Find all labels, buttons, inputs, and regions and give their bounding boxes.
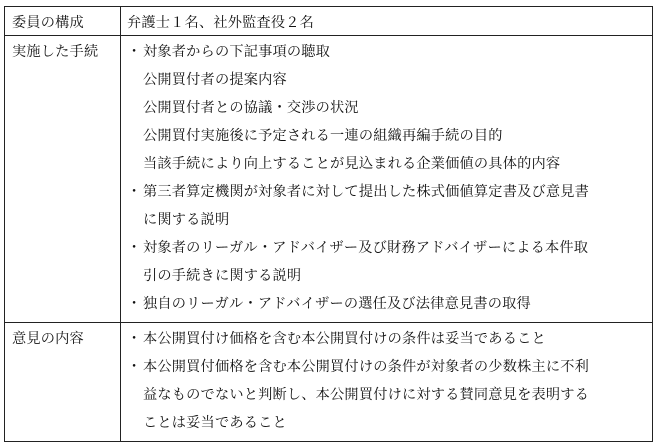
row-content-cell bbox=[121, 36, 653, 323]
bullet: ・ bbox=[127, 331, 142, 347]
row-label: 意見の内容 bbox=[12, 331, 84, 347]
sub-item: 公開買付実施後に予定される一連の組織再編手続の目的 bbox=[143, 128, 503, 144]
list-item bbox=[127, 357, 648, 385]
list-item bbox=[127, 294, 648, 322]
list-item-text: 本公開買付価格を含む本公開買付けの条件が対象者の少数株主に不利 bbox=[143, 359, 590, 375]
row-content-cell bbox=[121, 323, 653, 442]
list-item-text: 第三者算定機関が対象者に対して提出した株式価値算定書及び意見書 bbox=[143, 184, 590, 200]
bullet: ・ bbox=[127, 359, 142, 375]
committee-table bbox=[4, 6, 653, 442]
sub-item: 公開買付者の提案内容 bbox=[143, 72, 287, 88]
row-content-cell bbox=[121, 7, 653, 36]
table-row bbox=[5, 7, 653, 36]
row-label: 実施した手続 bbox=[12, 44, 99, 60]
content-line: 弁護士１名、社外監査役２名 bbox=[127, 15, 315, 31]
list-item-text: 独自のリーガル・アドバイザーの選任及び法律意見書の取得 bbox=[143, 296, 531, 312]
row-label-cell bbox=[5, 323, 121, 442]
bullet: ・ bbox=[127, 184, 142, 200]
row-label-cell bbox=[5, 7, 121, 36]
row-label-cell bbox=[5, 36, 121, 323]
list-item-continuation: 引の手続きに関する説明 bbox=[143, 268, 302, 284]
table-row bbox=[5, 323, 653, 442]
bullet: ・ bbox=[127, 44, 142, 60]
list-item-text: 対象者からの下記事項の聴取 bbox=[143, 44, 331, 60]
list-item-continuation: ことは妥当であること bbox=[143, 415, 287, 431]
table-row bbox=[5, 36, 653, 323]
list-item-continuation: 益なものでないと判断し、本公開買付けに対する賛同意見を表明する bbox=[143, 387, 590, 403]
bullet: ・ bbox=[127, 240, 142, 256]
list-item-text: 対象者のリーガル・アドバイザー及び財務アドバイザーによる本件取 bbox=[143, 240, 589, 256]
bullet: ・ bbox=[127, 296, 142, 312]
list-item bbox=[127, 329, 648, 357]
list-item-continuation: に関する説明 bbox=[143, 212, 230, 228]
sub-item: 公開買付者との協議・交渉の状況 bbox=[143, 100, 359, 116]
list-item-text: 本公開買付け価格を含む本公開買付けの条件は妥当であること bbox=[143, 331, 546, 347]
row-label: 委員の構成 bbox=[12, 15, 84, 31]
list-item bbox=[127, 238, 648, 266]
sub-item: 当該手続により向上することが見込まれる企業価値の具体的内容 bbox=[143, 156, 561, 172]
list-item bbox=[127, 42, 648, 70]
list-item bbox=[127, 182, 648, 210]
